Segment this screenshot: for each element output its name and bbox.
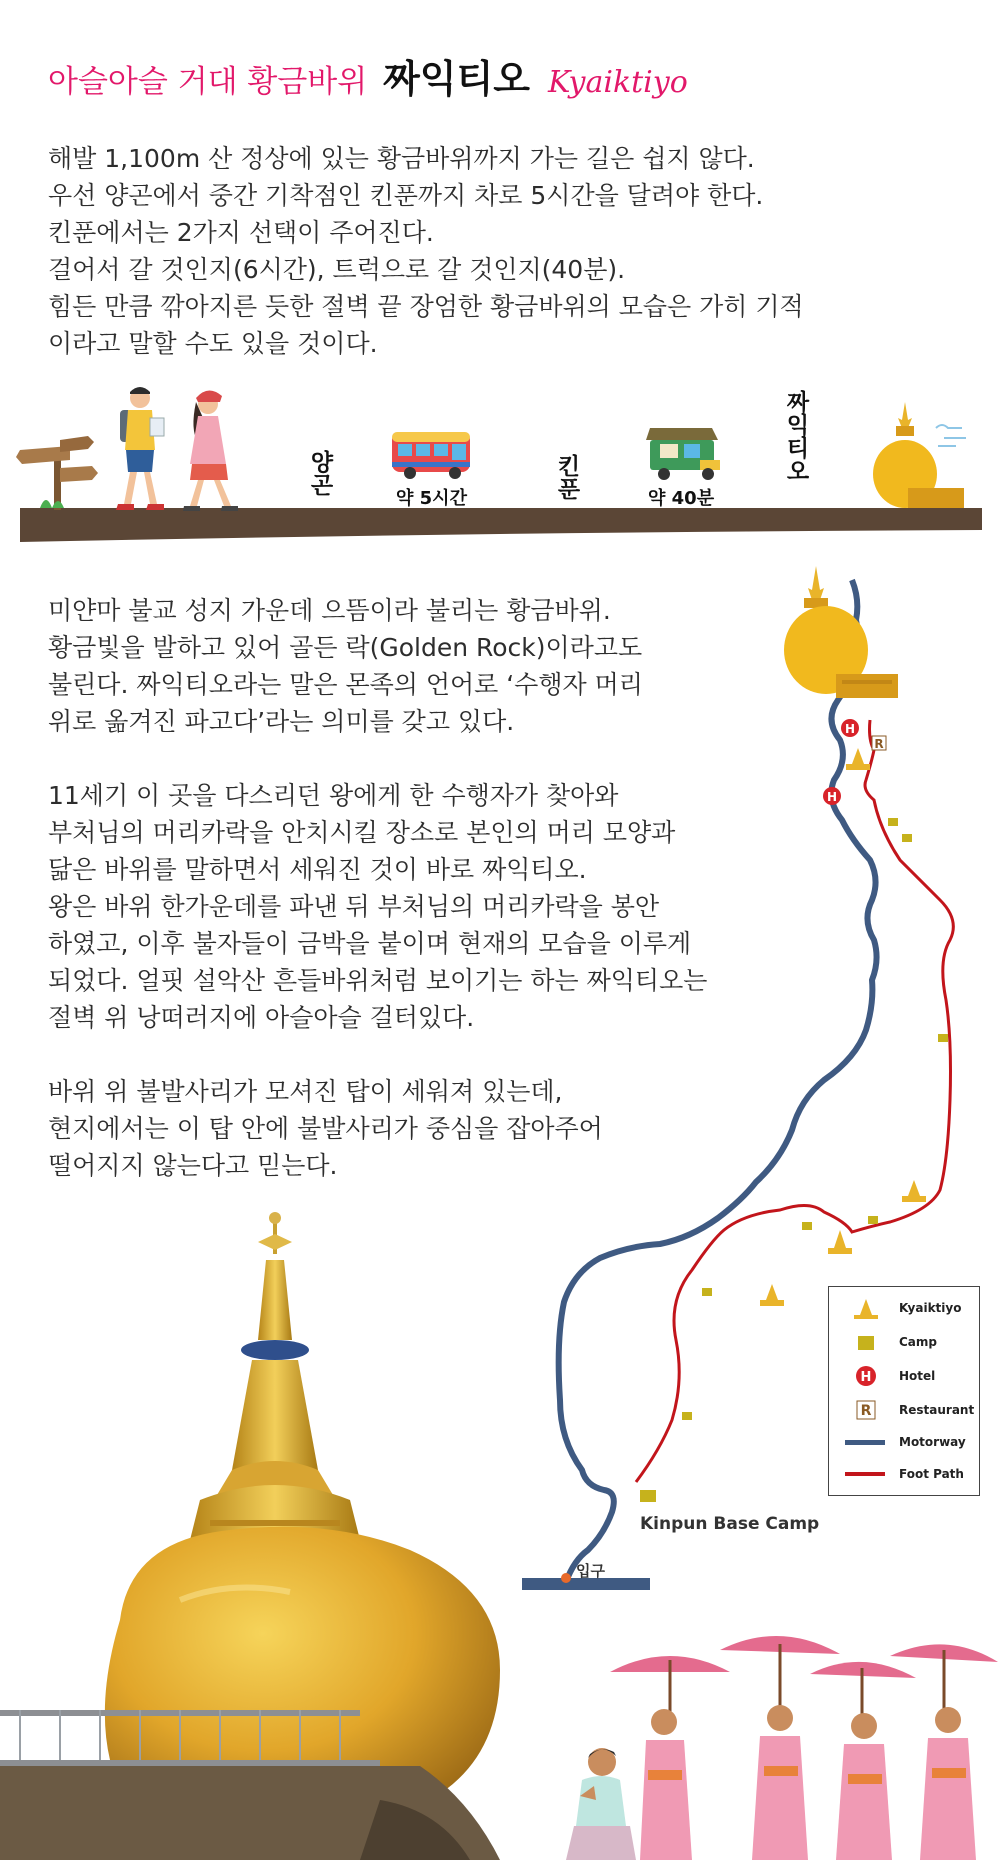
camp-icon bbox=[682, 1412, 692, 1420]
story-line: 바위 위 불발사리가 모셔진 탑이 세워져 있는데, bbox=[48, 1077, 563, 1106]
camp-icon bbox=[802, 1222, 812, 1230]
legend-row bbox=[829, 1461, 979, 1487]
hotel-glyph: H bbox=[826, 790, 838, 804]
route-bus-time: 약 5시간 bbox=[396, 488, 467, 509]
legend-label: Motorway bbox=[899, 1435, 966, 1449]
story-line: 불린다. 짜익티오라는 말은 몬족의 언어로 ‘수행자 머리 bbox=[48, 670, 643, 699]
story-line: 황금빛을 발하고 있어 골든 락(Golden Rock)이라고도 bbox=[48, 633, 643, 662]
hotel-icon bbox=[851, 1365, 881, 1387]
pagoda-icon bbox=[760, 1284, 784, 1306]
route-truck-time: 약 40분 bbox=[648, 488, 715, 509]
story-line: 현지에서는 이 탑 안에 불발사리가 중심을 잡아주어 bbox=[48, 1114, 603, 1143]
base-camp-marker bbox=[640, 1490, 656, 1502]
route-kinpun-text: 킨푼 bbox=[553, 454, 580, 500]
hotel-glyph: H bbox=[860, 1370, 872, 1385]
story-line: 부처님의 머리카락을 안치시킬 장소로 본인의 머리 모양과 bbox=[48, 818, 676, 847]
title-english: Kyaiktiyo bbox=[548, 65, 688, 100]
intro-line: 우선 양곤에서 중간 기착점인 킨푼까지 차로 5시간을 달려야 한다. bbox=[48, 181, 764, 210]
camp-icon bbox=[938, 1034, 948, 1042]
pagoda-icon bbox=[846, 748, 870, 770]
pagoda-icon bbox=[902, 1180, 926, 1202]
pagoda-icon bbox=[828, 1230, 852, 1254]
legend-label: Hotel bbox=[899, 1369, 936, 1383]
story-line: 왕은 바위 한가운데를 파낸 뒤 부처님의 머리카락을 봉안 bbox=[48, 892, 660, 921]
monks-illustration bbox=[600, 1620, 1000, 1860]
restaurant-glyph: R bbox=[860, 1403, 872, 1419]
monk-figure bbox=[610, 1656, 730, 1860]
golden-rock-photo bbox=[0, 1200, 560, 1860]
restaurant-icon bbox=[851, 1399, 881, 1421]
motorway-line-icon bbox=[843, 1431, 887, 1453]
intro-line: 킨푼에서는 2가지 선택이 주어진다. bbox=[48, 218, 434, 247]
legend-label: Foot Path bbox=[899, 1467, 964, 1481]
camp-icon bbox=[868, 1216, 878, 1224]
intro-line: 힘든 만큼 깎아지른 듯한 절벽 끝 장엄한 황금바위의 모습은 가히 기적 bbox=[48, 292, 804, 321]
entrance-label: 입구 bbox=[576, 1562, 605, 1580]
title-korean-dark: 짜익티오 bbox=[383, 57, 531, 101]
legend-row bbox=[829, 1295, 979, 1321]
golden-rock-map-icon bbox=[784, 566, 898, 698]
legend-row bbox=[829, 1363, 979, 1389]
camp-icon bbox=[851, 1331, 881, 1353]
camp-icon bbox=[702, 1288, 712, 1296]
entrance-dot bbox=[561, 1573, 571, 1583]
story-line: 위로 옮겨진 파고다’라는 의미를 갖고 있다. bbox=[48, 707, 515, 736]
camp-icon bbox=[888, 818, 898, 826]
monk-figure bbox=[810, 1662, 916, 1860]
intro-line: 걸어서 갈 것인지(6시간), 트럭으로 갈 것인지(40분). bbox=[48, 255, 626, 284]
restaurant-glyph: R bbox=[874, 737, 884, 751]
intro-line: 이라고 말할 수도 있을 것이다. bbox=[48, 329, 378, 358]
story-line: 절벽 위 낭떠러지에 아슬아슬 걸터있다. bbox=[48, 1003, 475, 1032]
story-line: 하였고, 이후 불자들이 금박을 붙이며 현재의 모습을 이루게 bbox=[48, 929, 692, 958]
legend-row bbox=[829, 1397, 979, 1423]
story-line: 떨어지지 않는다고 믿는다. bbox=[48, 1151, 338, 1180]
story-line: 닮은 바위를 말하면서 세워진 것이 바로 짜익티오. bbox=[48, 855, 587, 884]
story-line: 미얀마 불교 성지 가운데 으뜸이라 불리는 황금바위. bbox=[48, 596, 611, 625]
footpath-line-icon bbox=[843, 1463, 887, 1485]
legend-label: Camp bbox=[899, 1335, 937, 1349]
legend-label: Kyaiktiyo bbox=[899, 1301, 962, 1315]
map-legend bbox=[828, 1286, 980, 1496]
story-line: 11세기 이 곳을 다스리던 왕에게 한 수행자가 찾아와 bbox=[48, 781, 619, 810]
legend-label: Restaurant bbox=[899, 1403, 975, 1417]
route-yangon-text: 양곤 bbox=[306, 450, 333, 496]
legend-row bbox=[829, 1429, 979, 1455]
title-korean-pink: 아슬아슬 거대 황금바위 bbox=[48, 64, 368, 100]
base-camp-label: Kinpun Base Camp bbox=[640, 1514, 820, 1534]
intro-line: 해발 1,100m 산 정상에 있는 황금바위까지 가는 길은 쉽지 않다. bbox=[48, 144, 755, 173]
legend-row bbox=[829, 1329, 979, 1355]
route-kyaiktiyo-text: 짜익티오 bbox=[782, 390, 809, 482]
pagoda-icon bbox=[851, 1297, 881, 1319]
pagoda-spire bbox=[190, 1212, 360, 1540]
hotel-glyph: H bbox=[844, 722, 856, 736]
story-line: 되었다. 얼핏 설악산 흔들바위처럼 보이기는 하는 짜익티오는 bbox=[48, 966, 708, 995]
camp-icon bbox=[902, 834, 912, 842]
